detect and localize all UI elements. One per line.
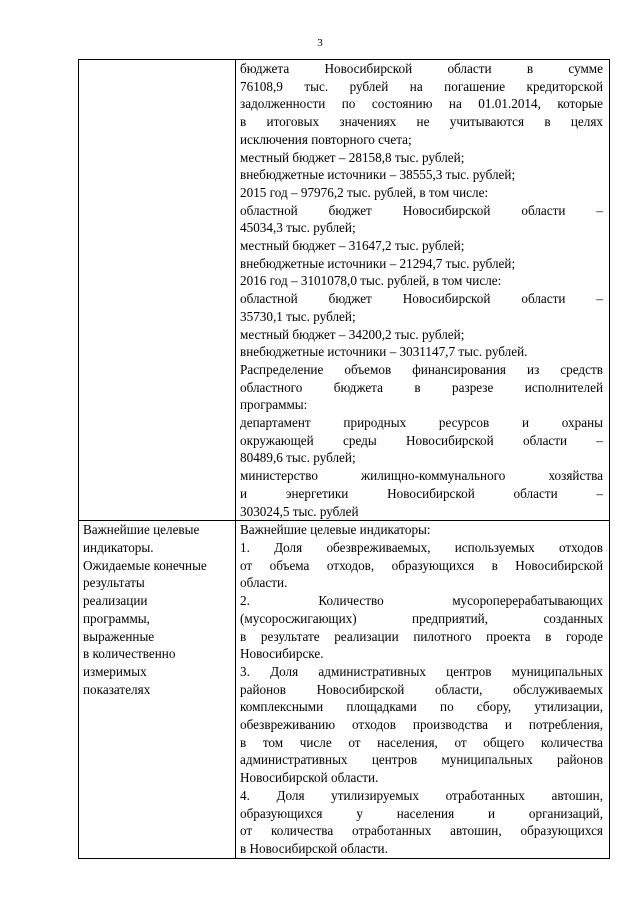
- text-line: 45034,3 тыс. рублей;: [240, 220, 356, 236]
- page-number: 3: [317, 37, 323, 49]
- row2-content-cell: [236, 521, 610, 858]
- text-line: внебюджетные источники – 3031147,7 тыс. рублей.: [240, 344, 528, 360]
- text-line: Важнейшие целевые индикаторы:: [240, 522, 431, 538]
- text-line: исключения повторного счета;: [240, 131, 412, 147]
- text-line: в итоговых значениях не учитываются в целях: [240, 114, 603, 130]
- text-line: обезвреживанию отходов производства и потребления,: [240, 717, 603, 733]
- text-line: в том числе от населения, от общего количества: [240, 734, 603, 750]
- text-line: Новосибирской области.: [240, 770, 379, 786]
- text-line: министерство жилищно-коммунального хозяйства: [240, 468, 603, 484]
- text-line: 2016 год – 3101078,0 тыс. рублей, в том числе:: [240, 273, 502, 289]
- text-line: Распределение объемов финансирования из средств: [240, 361, 603, 377]
- text-line: районов Новосибирской области, обслуживаемых: [240, 681, 603, 697]
- text-line: 2. Количество мусороперерабатывающих: [240, 593, 603, 609]
- text-line: 1. Доля обезвреживаемых, используемых отходов: [240, 539, 603, 555]
- text-line: местный бюджет – 34200,2 тыс. рублей;: [240, 326, 465, 342]
- row1-label-cell: [79, 60, 236, 521]
- program-passport-table: [78, 59, 610, 859]
- text-line: внебюджетные источники – 38555,3 тыс. рублей;: [240, 167, 516, 183]
- text-line: 3. Доля административных центров муниципальных: [240, 663, 603, 679]
- text-line: местный бюджет – 28158,8 тыс. рублей;: [240, 149, 465, 165]
- text-line: бюджета Новосибирской области в сумме: [240, 61, 603, 76]
- text-line: (мусоросжигающих) предприятий, созданных: [240, 610, 603, 626]
- text-line: окружающей среды Новосибирской области –: [240, 432, 603, 448]
- text-line: результаты: [83, 575, 145, 591]
- text-line: областной бюджет Новосибирской области –: [240, 202, 603, 218]
- text-line: 76108,9 тыс. рублей на погашение кредиторской: [240, 78, 603, 94]
- text-line: в Новосибирской области.: [240, 840, 388, 856]
- text-line: Новосибирске.: [240, 646, 324, 662]
- text-line: реализации: [83, 593, 148, 609]
- table-row: [79, 60, 610, 521]
- text-line: Ожидаемые конечные: [83, 557, 207, 573]
- text-line: внебюджетные источники – 21294,7 тыс. рублей;: [240, 255, 516, 271]
- row2-label-cell: [79, 521, 236, 858]
- text-line: измеримых: [83, 663, 147, 679]
- text-line: местный бюджет – 31647,2 тыс. рублей;: [240, 238, 465, 254]
- text-line: комплексными площадками по сбору, утилизации,: [240, 699, 603, 715]
- text-line: программы,: [83, 610, 150, 626]
- text-line: 4. Доля утилизируемых отработанных автошин,: [240, 787, 603, 803]
- text-line: 2015 год – 97976,2 тыс. рублей, в том числе:: [240, 184, 489, 200]
- table-row: [79, 521, 610, 858]
- text-line: от количества отработанных автошин, образующихся: [240, 823, 603, 839]
- text-line: области.: [240, 575, 288, 591]
- text-line: областного бюджета в разрезе исполнителей: [240, 379, 603, 395]
- text-line: 303024,5 тыс. рублей: [240, 503, 359, 519]
- text-line: задолженности по состоянию на 01.01.2014, которые: [240, 96, 603, 112]
- text-line: 80489,6 тыс. рублей;: [240, 450, 356, 466]
- text-line: департамент природных ресурсов и охраны: [240, 415, 603, 431]
- row1-content-cell: [236, 60, 610, 521]
- text-line: и энергетики Новосибирской области –: [240, 485, 603, 501]
- text-line: программы:: [240, 397, 308, 413]
- text-line: выраженные: [83, 628, 155, 644]
- text-line: 35730,1 тыс. рублей;: [240, 308, 356, 324]
- text-line: индикаторы.: [83, 539, 154, 555]
- text-line: в результате реализации пилотного проекта в городе: [240, 628, 603, 644]
- text-line: в количественно: [83, 646, 176, 662]
- text-line: образующихся у населения и организаций,: [240, 805, 603, 821]
- text-line: показателях: [83, 681, 151, 697]
- text-line: областной бюджет Новосибирской области –: [240, 291, 603, 307]
- text-line: административных центров муниципальных районов: [240, 752, 603, 768]
- text-line: от объема отходов, образующихся в Новосибирской: [240, 557, 603, 573]
- text-line: Важнейшие целевые: [83, 522, 200, 538]
